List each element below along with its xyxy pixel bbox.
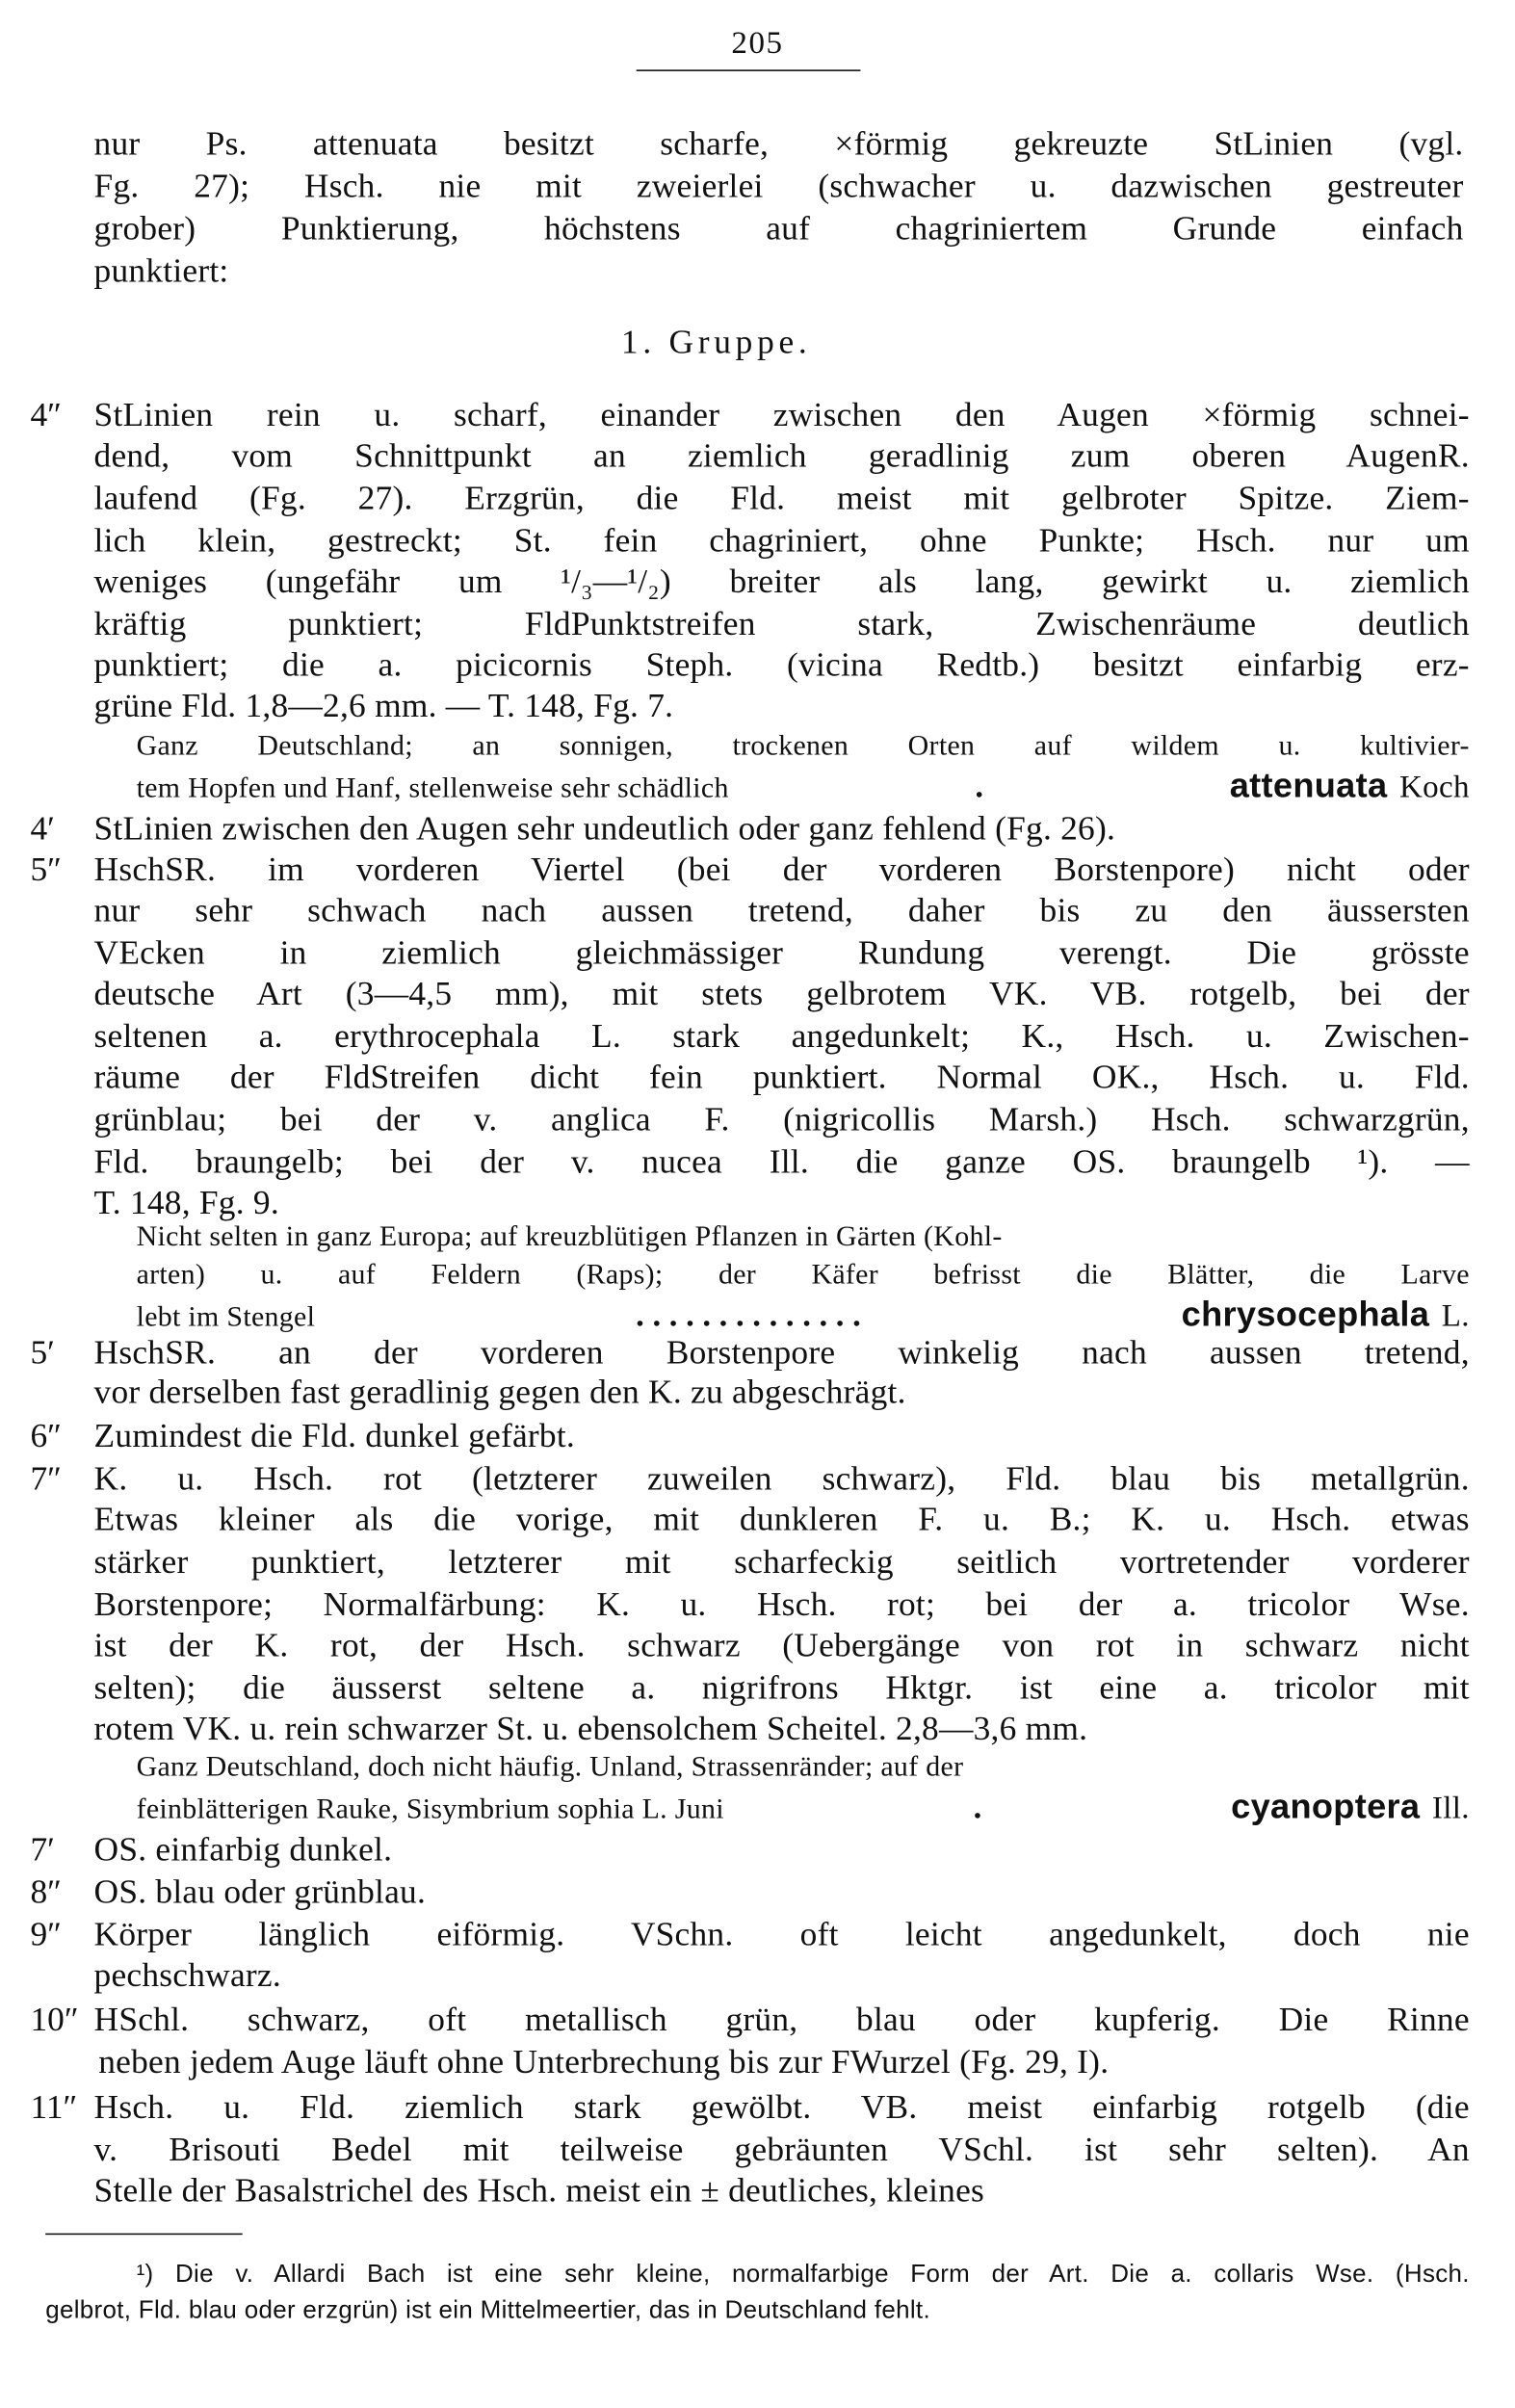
key-line: StLinien rein u. scharf, einander zwischen den Augen ×förmig schnei- <box>93 395 1470 433</box>
intro-line: grober) Punktierung, höchstens auf chagriniertem Grunde einfach <box>93 209 1464 248</box>
key-line: punktiert; die a. picicornis Steph. (vicina Redtb.) besitzt einfarbig erz- <box>93 645 1470 684</box>
item-number: 6″ <box>30 1416 62 1455</box>
species-name: cyanoptera <box>1231 1786 1421 1826</box>
key-line: stärker punktiert, letzterer mit scharfeckig seitlich vortretender vorderer <box>93 1542 1470 1581</box>
footnote-rule <box>45 2234 242 2236</box>
item-number: 11″ <box>30 2087 78 2126</box>
leader-dots: . <box>975 766 984 805</box>
key-line: HSchl. schwarz, oft metallisch grün, blau oder kupferig. Die Rinne <box>93 2000 1470 2038</box>
key-line: pechschwarz. <box>93 1955 281 1995</box>
intro-line: punktiert: <box>93 251 229 290</box>
key-line: seltenen a. erythrocephala L. stark angedunkelt; K., Hsch. u. Zwischen- <box>93 1016 1470 1055</box>
item-number: 7′ <box>30 1830 55 1869</box>
key-line: dend, vom Schnittpunkt an ziemlich geradlinig zum oberen AugenR. <box>93 436 1470 475</box>
item-number: 10″ <box>30 2000 79 2038</box>
species-line <box>137 1294 1470 1333</box>
distribution-text: lebt im Stengel <box>136 1301 316 1334</box>
distribution-text: feinblätterigen Rauke, Sisymbrium sophia L. Juni <box>136 1793 724 1826</box>
leader-dots: . <box>973 1788 982 1826</box>
key-line: HschSR. an der vorderen Borstenpore winkelig nach aussen tretend, <box>93 1333 1470 1372</box>
footnote-line: ¹) Die v. Allardi Bach ist eine sehr kleine, normalfarbige Form der Art. Die a. collaris Wse. (Hsch. <box>136 2260 1470 2289</box>
key-line: räume der FldStreifen dicht fein punktiert. Normal OK., Hsch. u. Fld. <box>93 1057 1470 1096</box>
key-line: Zumindest die Fld. dunkel gefärbt. <box>93 1416 576 1455</box>
key-line: Körper länglich eiförmig. VSchn. oft leicht angedunkelt, doch nie <box>93 1915 1470 1953</box>
header-rule <box>637 69 861 71</box>
key-line: grünblau; bei der v. anglica F. (nigricollis Marsh.) Hsch. schwarzgrün, <box>93 1099 1470 1139</box>
key-line: nur sehr schwach nach aussen tretend, daher bis zu den äussersten <box>93 890 1470 929</box>
species-author: L. <box>1441 1296 1470 1334</box>
item-number: 8″ <box>30 1872 62 1911</box>
item-number: 5″ <box>30 850 62 888</box>
key-line: OS. blau oder grünblau. <box>93 1872 427 1911</box>
item-number: 4′ <box>30 808 55 848</box>
key-line: K. u. Hsch. rot (letzterer zuweilen schwarz), Fld. blau bis metallgrün. <box>93 1458 1470 1498</box>
key-line: Borstenpore; Normalfärbung: K. u. Hsch. rot; bei der a. tricolor Wse. <box>93 1584 1470 1623</box>
key-line: HschSR. im vorderen Viertel (bei der vorderen Borstenpore) nicht oder <box>93 850 1470 888</box>
key-line: laufend (Fg. 27). Erzgrün, die Fld. meist mit gelbroter Spitze. Ziem- <box>93 479 1470 517</box>
distribution-text: tem Hopfen und Hanf, stellenweise sehr schädlich <box>136 772 729 805</box>
intro-line: nur Ps. attenuata besitzt scharfe, ×förmig gekreuzte StLinien (vgl. <box>93 123 1464 163</box>
key-line: OS. einfarbig dunkel. <box>93 1830 393 1869</box>
key-line: VEcken in ziemlich gleichmässiger Rundung verengt. Die grösste <box>93 932 1470 972</box>
key-line: v. Brisouti Bedel mit teilweise gebräunten VSchl. ist sehr selten). An <box>93 2130 1470 2168</box>
species-author: Ill. <box>1431 1789 1470 1826</box>
key-line: lich klein, gestreckt; St. fein chagriniert, ohne Punkte; Hsch. nur um <box>93 521 1470 560</box>
key-line: vor derselben fast geradlinig gegen den K. zu abgeschrägt. <box>93 1373 906 1411</box>
key-line: weniges (ungefähr um ¹/₃—¹/₂) breiter als lang, gewirkt u. ziemlich <box>93 562 1470 600</box>
item-number: 5′ <box>30 1333 55 1372</box>
key-line: Stelle der Basalstrichel des Hsch. meist ein ± deutliches, kleines <box>93 2171 985 2210</box>
key-line: rotem VK. u. rein schwarzer St. u. ebensolchem Scheitel. 2,8—3,6 mm. <box>93 1709 1088 1747</box>
key-line: ist der K. rot, der Hsch. schwarz (Uebergänge von rot in schwarz nicht <box>93 1625 1470 1664</box>
key-line: Hsch. u. Fld. ziemlich stark gewölbt. VB. meist einfarbig rotgelb (die <box>93 2087 1470 2126</box>
key-line: StLinien zwischen den Augen sehr undeutlich oder ganz fehlend (Fg. 26). <box>93 808 1116 848</box>
distribution-line: Ganz Deutschland, doch nicht häufig. Unland, Strassenränder; auf der <box>136 1751 964 1784</box>
group-heading: 1. Gruppe. <box>620 323 812 361</box>
species-name: attenuata <box>1229 765 1388 805</box>
key-line: kräftig punktiert; FldPunktstreifen stark, Zwischenräume deutlich <box>93 604 1470 642</box>
key-line: deutsche Art (3—4,5 mm), mit stets gelbrotem VK. VB. rotgelb, bei der <box>93 974 1470 1012</box>
item-number: 9″ <box>30 1915 62 1953</box>
footnote-line: gelbrot, Fld. blau oder erzgrün) ist ein Mittelmeertier, das in Deutschland fehlt. <box>45 2296 930 2324</box>
key-line: Etwas kleiner als die vorige, mit dunkleren F. u. B.; K. u. Hsch. etwas <box>93 1500 1470 1538</box>
key-line: neben jedem Auge läuft ohne Unterbrechung bis zur FWurzel (Fg. 29, I). <box>98 2042 1110 2081</box>
item-number: 7″ <box>30 1458 62 1498</box>
item-number: 4″ <box>30 395 62 433</box>
key-line: grüne Fld. 1,8—2,6 mm. — T. 148, Fg. 7. <box>93 686 674 724</box>
species-name: chrysocephala <box>1181 1294 1430 1334</box>
key-line: Fld. braungelb; bei der v. nucea Ill. die ganze OS. braungelb ¹). — <box>93 1142 1470 1181</box>
species-line <box>137 1787 1470 1826</box>
key-line: T. 148, Fg. 9. <box>93 1183 279 1221</box>
intro-line: Fg. 27); Hsch. nie mit zweierlei (schwacher u. dazwischen gestreuter <box>93 167 1464 205</box>
distribution-line: Ganz Deutschland; an sonnigen, trockenen Orten auf wildem u. kultivier- <box>136 730 1470 763</box>
distribution-line: Nicht selten in ganz Europa; auf kreuzblütigen Pflanzen in Gärten (Kohl- <box>136 1220 1003 1253</box>
species-author: Koch <box>1398 768 1470 805</box>
leader-dots: . . . . . . . . . . . . . . <box>636 1295 861 1334</box>
page-number: 205 <box>731 24 784 61</box>
distribution-line: arten) u. auf Feldern (Raps); der Käfer befrisst die Blätter, die Larve <box>136 1259 1470 1292</box>
key-line: selten); die äusserst seltene a. nigrifrons Hktgr. ist eine a. tricolor mit <box>93 1667 1470 1707</box>
species-line <box>137 765 1470 804</box>
